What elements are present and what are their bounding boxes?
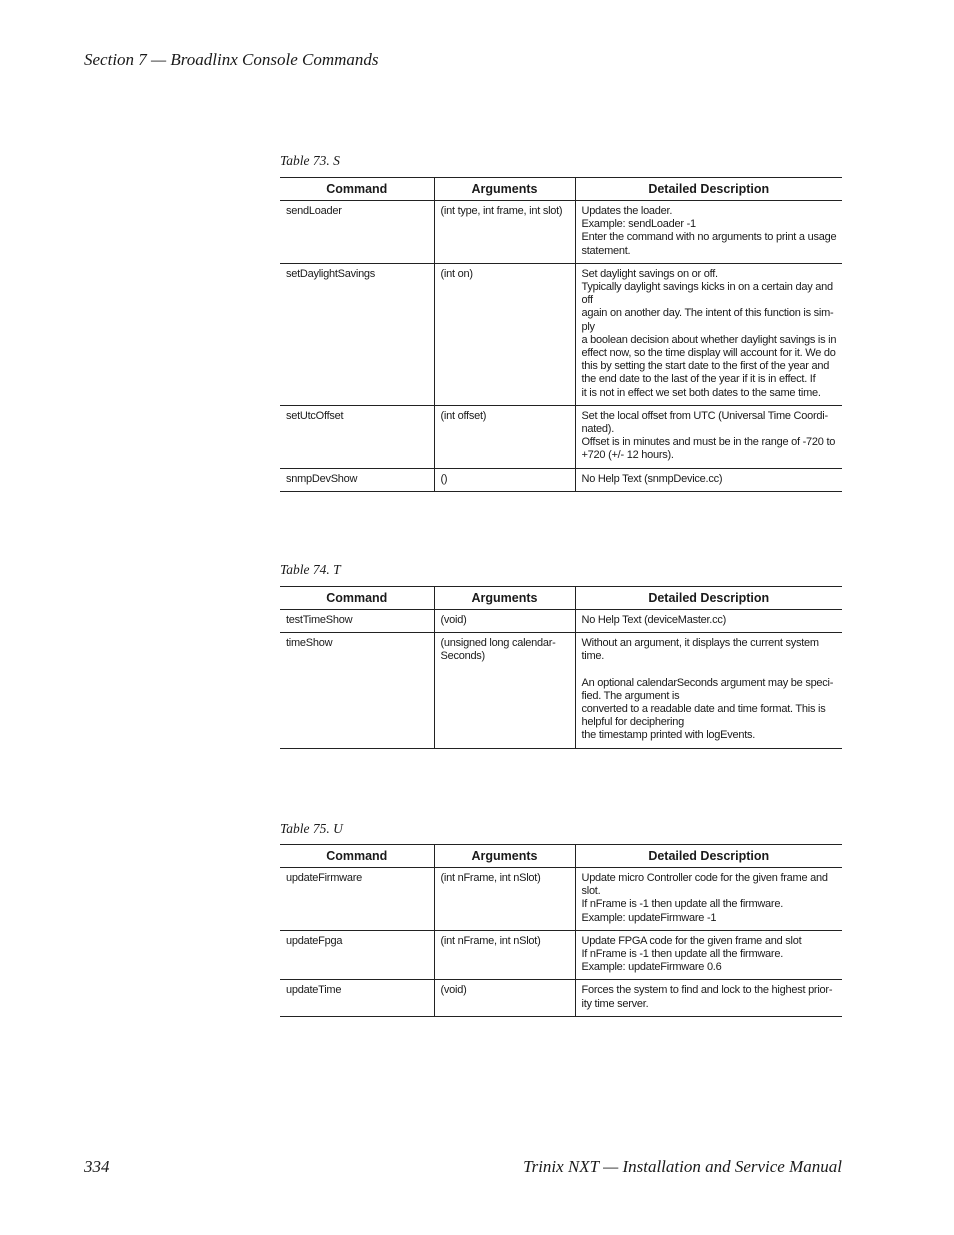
table-header-row xyxy=(280,845,842,868)
description-cell xyxy=(575,930,842,980)
description-cell xyxy=(575,633,842,748)
command-table xyxy=(280,844,842,1017)
description-line: No Help Text (deviceMaster.cc) xyxy=(581,614,727,626)
description-line: converted to a readable date and time format. This is helpful for deciphering xyxy=(581,703,826,729)
column-header-command: Command xyxy=(280,845,434,868)
description-line: Typically daylight savings kicks in on a certain day and off xyxy=(581,281,833,307)
table-caption: Table 75. U xyxy=(280,821,343,836)
column-header-description: Detailed Description xyxy=(575,845,842,868)
arguments-cell: (int type, int frame, int slot) xyxy=(434,201,575,264)
command-cell: setUtcOffset xyxy=(280,405,434,468)
section-header: Section 7 — Broadlinx Console Commands xyxy=(84,50,379,69)
description-cell xyxy=(575,610,842,633)
column-header-arguments: Arguments xyxy=(434,178,575,201)
table-header-row xyxy=(280,587,842,610)
table-header-row xyxy=(280,178,842,201)
command-cell: testTimeShow xyxy=(280,610,434,633)
command-cell: sendLoader xyxy=(280,201,434,264)
column-header-command: Command xyxy=(280,587,434,610)
arguments-cell: (void) xyxy=(434,980,575,1016)
description-line: the timestamp printed with logEvents. xyxy=(581,729,756,742)
description-line: Forces the system to find and lock to the highest prior-ity time server. xyxy=(581,984,833,1010)
table-row xyxy=(280,201,842,264)
column-header-arguments: Arguments xyxy=(434,845,575,868)
description-line: Offset is in minutes and must be in the range of -720 to +720 (+/- 12 hours). xyxy=(581,436,836,462)
table-row xyxy=(280,633,842,748)
table-row xyxy=(280,868,842,931)
arguments-cell: (int nFrame, int nSlot) xyxy=(434,930,575,980)
description-line: Update FPGA code for the given frame and slot xyxy=(581,934,802,947)
column-header-description: Detailed Description xyxy=(575,178,842,201)
description-cell xyxy=(575,980,842,1016)
arguments-cell: (int offset) xyxy=(434,405,575,468)
description-cell xyxy=(575,263,842,405)
description-line: Example: updateFirmware 0.6 xyxy=(581,961,722,974)
description-line: Without an argument, it displays the current system time. xyxy=(581,637,819,663)
command-cell: updateTime xyxy=(280,980,434,1016)
page-number: 334 xyxy=(84,1157,110,1176)
description-line: Set daylight savings on or off. xyxy=(581,267,718,280)
table-row xyxy=(280,263,842,405)
arguments-cell: () xyxy=(434,468,575,491)
description-cell xyxy=(575,201,842,264)
description-line: a boolean decision about whether daylight savings is in effect now, so the time display will account for it. We do this by setting the start date to the first of the year and the end date to the last of the year if it is in effect. If xyxy=(581,333,837,386)
description-line: it is not in effect we set both dates to the same time. xyxy=(581,386,821,399)
description-line: No Help Text (snmpDevice.cc) xyxy=(581,472,723,485)
description-cell xyxy=(575,405,842,468)
column-header-arguments: Arguments xyxy=(434,587,575,610)
description-line: If nFrame is -1 then update all the firmware. xyxy=(581,898,784,911)
command-cell: snmpDevShow xyxy=(280,468,434,491)
table-row xyxy=(280,405,842,468)
command-cell: updateFpga xyxy=(280,930,434,980)
table-row xyxy=(280,468,842,491)
description-line: If nFrame is -1 then update all the firmware. xyxy=(581,948,784,961)
description-line xyxy=(582,664,838,677)
description-line: Update micro Controller code for the given frame and slot. xyxy=(581,872,828,898)
description-cell xyxy=(575,868,842,931)
description-cell xyxy=(575,468,842,491)
command-table xyxy=(280,177,842,492)
description-line: again on another day. The intent of this function is sim-ply xyxy=(581,307,834,333)
column-header-command: Command xyxy=(280,178,434,201)
arguments-cell: (void) xyxy=(434,610,575,633)
description-line: An optional calendarSeconds argument may be speci-fied. The argument is xyxy=(581,676,834,702)
description-line: Enter the command with no arguments to print a usage statement. xyxy=(581,231,837,257)
description-line: Set the local offset from UTC (Universal Time Coordi-nated). xyxy=(581,409,828,436)
description-line: Example: sendLoader -1 xyxy=(581,218,696,231)
command-table xyxy=(280,586,842,749)
table-caption: Table 74. T xyxy=(280,562,341,577)
arguments-cell: (unsigned long calendar-Seconds) xyxy=(434,633,575,748)
command-cell: setDaylightSavings xyxy=(280,263,434,405)
description-line: Example: updateFirmware -1 xyxy=(581,911,717,924)
arguments-cell: (int nFrame, int nSlot) xyxy=(434,868,575,931)
manual-title: Trinix NXT — Installation and Service Manual xyxy=(523,1157,842,1176)
command-cell: updateFirmware xyxy=(280,868,434,931)
table-row xyxy=(280,610,842,633)
table-caption: Table 73. S xyxy=(280,153,340,168)
arguments-cell: (int on) xyxy=(434,263,575,405)
table-row xyxy=(280,930,842,980)
table-row xyxy=(280,980,842,1016)
command-cell: timeShow xyxy=(280,633,434,748)
description-line: Updates the loader. xyxy=(581,205,673,217)
column-header-description: Detailed Description xyxy=(575,587,842,610)
